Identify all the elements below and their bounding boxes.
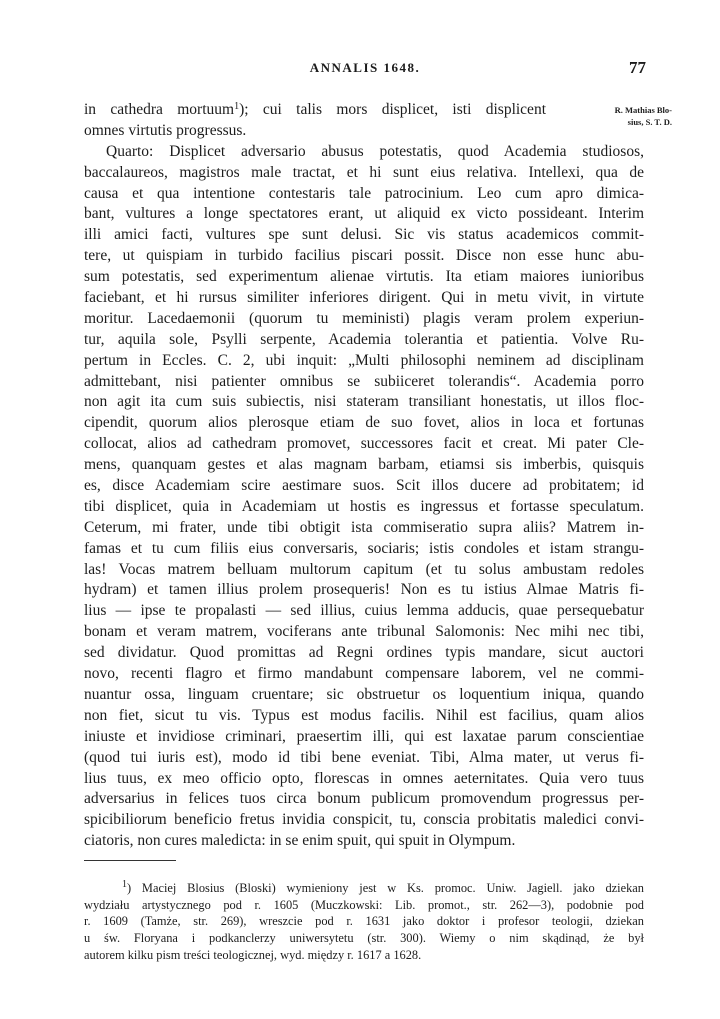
text-line: sed dividatur. Quod promittas ad Regni ordines typis mandare, sicut auctori: [84, 644, 644, 662]
text-line: illi amici facti, vultures spe sunt delusi. Sic vis status academicos commit-: [84, 226, 644, 244]
footnote-line: r. 1609 (Tamże, str. 269), wreszcie pod r. 1631 jako doktor i profesor teologii, dziekan: [84, 914, 644, 929]
main-text: [84, 100, 644, 852]
text-line: es, disce Academiam scire aestimare suos. Scit illos ducere ad probitatem; id: [84, 477, 644, 495]
text-line: pertum in Eccles. C. 2, ubi inquit: „Multi philosophi neminem ad disciplinam: [84, 351, 644, 369]
text-line: tere, ut quispiam in turbido facilius piscari possit. Disce non esse hunc abu-: [84, 247, 644, 265]
text-segment: ) Maciej Blosius (Bloski) wymieniony jest w Ks. promoc. Uniw. Jagiell. jako dziekan: [127, 881, 644, 895]
text-line: collocat, alios ad cathedram promovet, successores facit et creat. Mi pater Cle-: [84, 435, 644, 453]
text-line: (quod tui iuris est), modo id tibi bene eveniat. Tibi, Alma mater, ut verus fi-: [84, 748, 644, 766]
text-line: [84, 100, 546, 121]
text-line: tibi displicet, quia in Academiam ut hostis es ingressus et fortasse speculatum.: [84, 497, 644, 515]
text-line: omnes virtutis progressus.: [84, 121, 247, 139]
text-line: non fiet, sicut tu vis. Typus est modus facilis. Nihil est facilius, quam alios: [84, 706, 644, 724]
text-line: sum potestatis, sed experimentum alienae virtutis. Ita etiam maiores iunioribus: [84, 268, 644, 286]
text-line: moritur. Lacedaemonii (quorum tu meministi) plagis veram prolem experiun-: [84, 309, 644, 327]
footnote-line: u św. Floryana i podkanclerzy uniwersytetu (str. 300). Wiemy o nim skądinąd, że był: [84, 931, 644, 946]
text-line: cipendit, quorum alios plerosque etiam de suo fovet, alios in loca et fortunas: [84, 414, 644, 432]
text-line: lius tuus, ex meo officio opto, florescas in omnes aeternitates. Quia vero tuus: [84, 769, 644, 787]
footnote: [84, 880, 644, 963]
text-line: Ceterum, mi frater, unde tibi obtigit ista commiseratio supra aliis? Matrem in-: [84, 518, 644, 536]
margin-note-line: R. Mathias Blo-: [614, 105, 672, 115]
text-line: novo, recenti flagro et firmo mandabunt compensare laborem, vel ne commi-: [84, 665, 644, 683]
footnote-line: wydziału artystycznego pod r. 1605 (Muczkowski: Lib. promot., str. 262—3), podobnie pod: [84, 897, 644, 912]
text-line: iniuste et invidiose criminari, praesertim illi, qui est laxatae parum conscientiae: [84, 727, 644, 745]
footnote-line: autorem kilku pism treści teologicznej, wyd. między r. 1617 a 1628.: [84, 947, 422, 962]
text-line: nuantur ossa, linguam cruentare; sic obstruetur os loquentium iniqua, quando: [84, 685, 644, 703]
text-line: las! Vocas matrem belluam multorum capitum (et tu solus ambustam redoles: [84, 560, 644, 578]
text-segment: in cathedra mortuum: [84, 101, 235, 118]
text-line: lius — ipse te propalasti — sed illius, cuius lemma adducis, quae persequebatur: [84, 602, 644, 620]
text-line: tur, aquila sole, Psylli serpente, Academia tolerantia et patientia. Volve Ru-: [84, 330, 644, 348]
text-line: Quarto: Displicet adversario abusus potestatis, quod Academia studiosos,: [106, 142, 644, 160]
text-line: non agit ita cum suis subiectis, nisi stateram transiliant honestatis, ut illos floc-: [84, 393, 644, 411]
footnote-divider: [84, 860, 176, 861]
margin-note-line: sius, S. T. D.: [627, 117, 672, 127]
text-line: adversarius in felices tuos circa bonum publicum promovendum progressus per-: [84, 790, 644, 808]
footnote-marker: 1: [122, 879, 127, 890]
page-number: 77: [629, 58, 646, 77]
text-line: baccalaureos, magistros male tractat, et hi sunt eius relativa. Intellexi, qua de: [84, 163, 644, 181]
text-line: mens, quanquam gestes et alas magnam barbam, etiamsi sis imberbis, quisquis: [84, 456, 644, 474]
text-line: famas et tu cum filiis eius conversaris, sociaris; istis condoles et istam strangu-: [84, 539, 644, 557]
text-line: bonam et veram matrem, vociferans ante tribunal Salomonis: Nec mihi nec tibi,: [84, 623, 644, 641]
page-header: [84, 60, 646, 84]
text-line: faciebant, et hi rursus similiter inferiores dirigent. Qui in metu vivit, in virtute: [84, 289, 644, 307]
text-line: admittebant, nisi patienter omnibus se subiiceret tolerandis“. Academia porro: [84, 372, 644, 390]
text-line: ciatoris, non cures maledicta: in se enim spuit, qui spuit in Olympum.: [84, 832, 516, 850]
running-head: ANNALIS 1648.: [309, 60, 421, 75]
text-line: bant, vultures a longe spectatores erant, ut aliquid ex victo possideant. Interim: [84, 205, 644, 223]
footnote-line: [84, 880, 644, 897]
text-line: causa et qua intentione contestaris tale patrocinium. Leo cum apro dimica-: [84, 184, 644, 202]
text-line: hydram) et tamen illius prolem prosequeris! Non es tu istius Almae Matris fi-: [84, 581, 644, 599]
text-segment: ); cui talis mors displicet, isti displicent: [239, 101, 546, 118]
footnote-reference: 1: [234, 101, 240, 112]
text-line: spicibiliorum beneficio fretus invidia conspicit, tu, conscia probitatis maledici convi-: [84, 811, 644, 829]
